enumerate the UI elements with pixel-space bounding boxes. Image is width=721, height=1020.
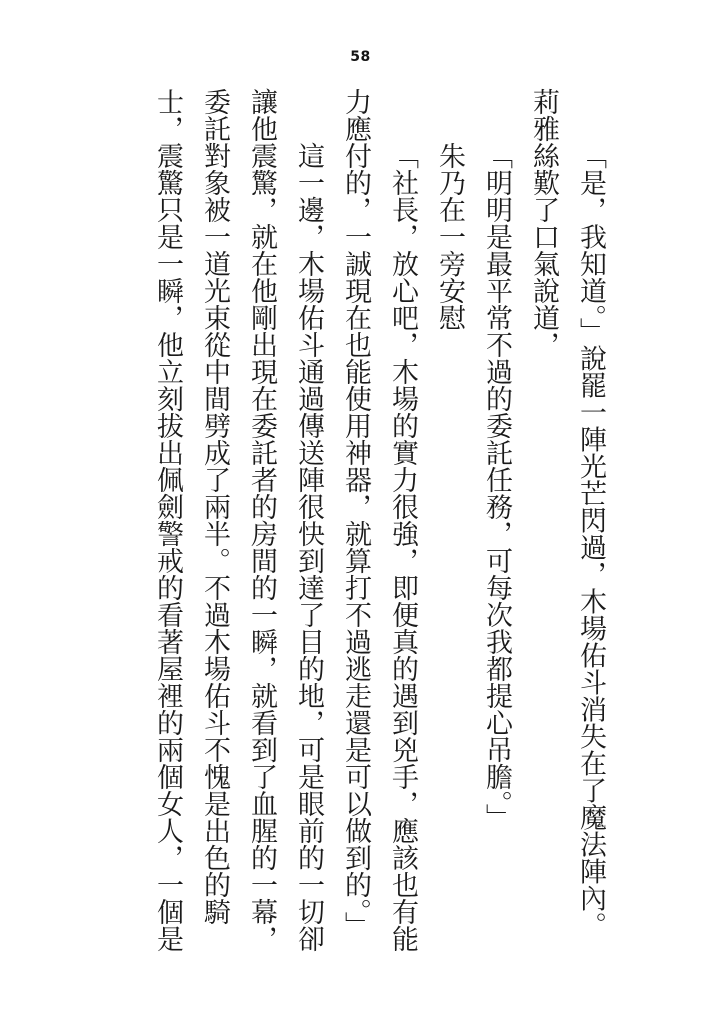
page-text-vertical [144,88,614,952]
paragraph-dialogue-yes-i-know: 「是，我知道。」說罷一陣光芒閃過，木場佑斗消失在了魔法陣內。 [575,142,606,939]
paragraph-akeno-comfort: 朱乃在一旁安慰 [434,142,465,331]
page-number: 58 [350,49,371,65]
paragraph-rias-sigh: 莉雅絲歎了口氣說道， [528,88,559,358]
paragraph-kiba-arrival-scene: 這一邊，木場佑斗通過傳送陣很快到達了目的地，可是眼前的一切卻讓他震驚，就在他剛出現在委託者的房間的一瞬，就看到了血腥的一幕，委託對象被一道光束從中間劈成了兩半。不過木場佑斗不愧是出色的騎士，震驚只是一瞬，他立刻拔出佩劍警戒的看著屋裡的兩個女人，一個是 [152,88,324,952]
paragraph-dialogue-ordinary-task: 「明明是最平常不過的委託任務，可每次我都提心吊膽。」 [481,142,512,831]
paragraph-dialogue-akeno-reassurance: 「社長，放心吧，木場的實力很強，即便真的遇到兇手，應該也有能力應付的，一誠現在也能使用神器，就算打不過逃走還是可以做到的。」 [340,88,418,952]
